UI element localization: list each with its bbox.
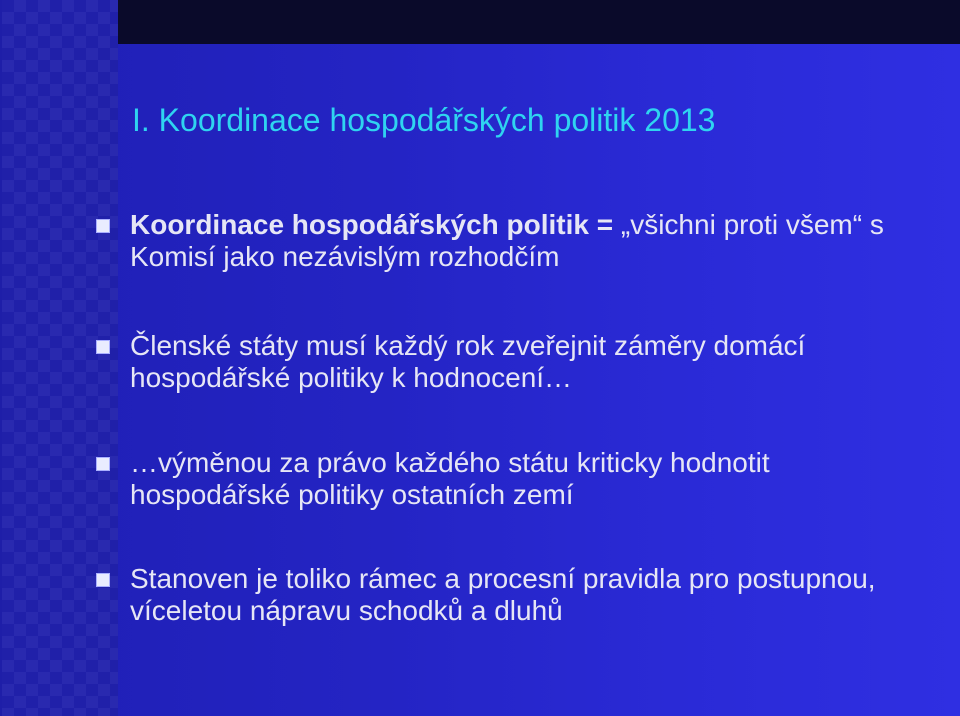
bullet-text-1 (130, 209, 930, 273)
square-bullet-icon (96, 573, 110, 587)
slide-title: I. Koordinace hospodářských politik 2013 (132, 102, 716, 138)
bullet-bold-text: Koordinace hospodářských politik = (130, 209, 614, 240)
square-bullet-icon (96, 219, 110, 233)
bullet-text-3: …výměnou za právo každého státu kriticky hodnotit hospodářské politiky ostatních zemí (130, 447, 770, 510)
square-bullet-icon (96, 457, 110, 471)
bullet-rest-text: „všichni proti všem“ s Komisí jako nezávislým rozhodčím (130, 209, 884, 272)
square-bullet-icon (96, 340, 110, 354)
bullet-text-4: Stanoven je toliko rámec a procesní pravidla pro postupnou, víceletou nápravu schodků a dluhů (130, 563, 876, 626)
bullet-text-2: Členské státy musí každý rok zveřejnit záměry domácí hospodářské politiky k hodnocení… (130, 330, 806, 393)
